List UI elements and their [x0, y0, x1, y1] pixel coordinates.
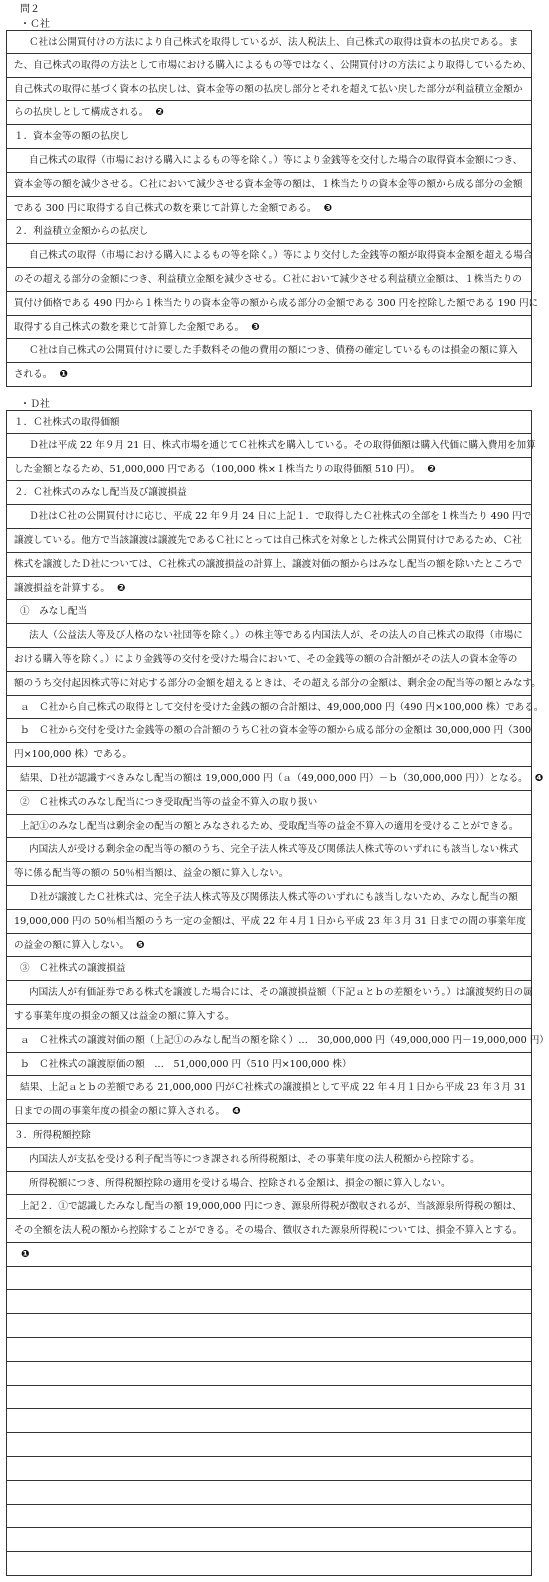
blank-answer-line [7, 1362, 531, 1386]
line-text: 結果、上記ａとｂの差額である 21,000,000 円がＣ社株式の譲渡損として平成 22 年４月１日から平成 23 年３月 31 [20, 1082, 527, 1094]
score-mark: ❸ [323, 202, 333, 214]
score-mark: ❹ [232, 1106, 241, 1118]
line-text: 上記２．①で認識したみなし配当の額 19,000,000 円につき、源泉所得税が徴収されるが、当該源泉所得税の額は、 [20, 1201, 522, 1213]
blank-answer-line [7, 1338, 531, 1362]
line-text: 所得税額につき、所得税額控除の適用を受ける場合、控除される金額は、損金の額に算入しない。 [29, 1177, 451, 1189]
line-text: 内国法人が有価証券である株式を譲渡した場合には、その譲渡損益額（下記ａとｂの差額をいう。）は譲渡契約日の属 [29, 987, 533, 999]
line-text: される。 [14, 369, 53, 381]
line-text: 譲渡損益を計算する。 [14, 582, 110, 594]
text-line [7, 910, 531, 934]
text-line [7, 838, 531, 862]
text-line [7, 54, 531, 78]
text-line [7, 30, 531, 54]
text-line [7, 672, 541, 696]
text-line [7, 767, 544, 791]
line-text: その全額を法人税の額から控除することができる。その場合、徴収された源泉所得税については、損金不算入とする。 [14, 1225, 523, 1237]
text-line [7, 1219, 531, 1243]
problem-label: 問２ [20, 4, 40, 15]
text-line [7, 434, 536, 458]
line-text: 譲渡している。他方で当該譲渡は譲渡先であるＣ社にとっては自己株式を対象とした株式公開買付けであるため、Ｃ社 [14, 534, 522, 546]
text-line [7, 1029, 549, 1053]
text-line [7, 791, 531, 815]
line-text: する事業年度の損金の額又は益金の額に算入する。 [14, 1010, 235, 1022]
text-line [7, 197, 531, 221]
blank-answer-line [7, 1290, 531, 1314]
text-line [7, 862, 531, 886]
blank-answer-line [7, 1314, 531, 1338]
text-line [7, 292, 539, 316]
score-mark: ❶ [59, 369, 68, 381]
text-line [7, 934, 531, 958]
line-text: Ｃ社は自己株式の公開買付けに要した手数料その他の費用の額につき、債務の確定しているものは損金の額に算入 [29, 345, 518, 357]
line-text: １．Ｃ社株式の取得価額 [14, 417, 120, 428]
score-mark: ❹ [534, 772, 544, 784]
text-line [7, 410, 531, 434]
line-text: である 300 円に取得する自己株式の数を乗じて計算した金額である。 [14, 202, 317, 214]
line-text: らの払戻しとして構成される。 [14, 107, 149, 119]
text-line [7, 529, 531, 553]
line-text: ③ Ｃ社株式の譲渡損益 [20, 963, 126, 975]
line-text: ａ Ｃ社から自己株式の取得として交付を受けた金銭の額の合計額は、49,000,000 円（490 円×100,000 株）である。 [20, 701, 544, 713]
score-mark: ❸ [251, 321, 260, 333]
text-line [7, 268, 531, 292]
text-line [7, 339, 531, 363]
text-line [7, 648, 531, 672]
line-text: Ｄ社は平成 22 年９月 21 日、株式市場を通じてＣ社株式を購入している。その取得価額は購入代価に購入費用を加算 [29, 439, 536, 451]
text-line [7, 815, 531, 839]
line-text: 日までの間の事業年度の損金の額に算入される。 [14, 1106, 226, 1118]
line-text: 自己株式の取得に基づく資本の払戻しは、資本金等の額の払戻し部分とそれを超えて払い戻した部分が利益積立金額か [14, 83, 523, 95]
text-line [7, 957, 531, 981]
text-line [7, 1124, 531, 1148]
text-line [7, 505, 531, 529]
line-text: 等に係る配当等の額の 50％相当額は、益金の額に算入しない。 [14, 868, 289, 880]
line-text: ３．所得税額控除 [14, 1129, 91, 1141]
score-mark: ❺ [136, 939, 145, 951]
score-mark: ❷ [116, 582, 126, 594]
text-line [7, 743, 531, 767]
text-line [7, 719, 531, 743]
text-line [7, 363, 531, 387]
text-line [7, 173, 531, 197]
blank-answer-line [7, 1433, 531, 1457]
blank-answer-line [7, 1386, 531, 1410]
text-line [7, 600, 531, 624]
line-text: ② Ｃ社株式のみなし配当につき受取配当等の益金不算入の取り扱い [20, 796, 318, 808]
line-text: ２．Ｃ社株式のみなし配当及び譲渡損益 [14, 487, 187, 499]
line-text: 資本金等の額を減少させる。Ｃ社において減少させる資本金等の額は、１株当たりの資本金等の額から成る部分の金額 [14, 178, 523, 190]
line-text: ① みなし配当 [20, 606, 88, 618]
line-text: のその超える部分の金額につき、利益積立金額を減少させる。Ｃ社において減少させる利益積立金額は、１株当たりの [14, 273, 522, 285]
blank-answer-line [7, 1267, 531, 1291]
d-section-title: ・Ｄ社 [20, 399, 50, 410]
text-line [7, 1076, 531, 1100]
text-line [7, 981, 531, 1005]
text-line [7, 577, 531, 601]
blank-answer-line [7, 1457, 531, 1481]
line-text: 額のうち交付起因株式等に対応する部分の金額を超えるときは、その超える部分の金額は、剰余金の配当等の額とみなす。 [14, 677, 541, 689]
blank-answer-line [7, 1481, 531, 1505]
blank-answer-line [7, 1409, 531, 1433]
line-text: 上記①のみなし配当は剰余金の配当の額とみなされるため、受取配当等の益金不算入の適用を受けることができる。 [20, 820, 519, 832]
text-line [7, 1053, 531, 1077]
line-text: ｂ Ｃ社から交付を受けた金銭等の額の合計額のうちＣ社の資本金等の額から成る部分の金額は 30,000,000 円（300 [20, 725, 532, 737]
line-text: 内国法人が支払を受ける利子配当等につき課される所得税額は、その事業年度の法人税額から控除する。 [29, 1153, 480, 1165]
line-text: ２．利益積立金額からの払戻し [14, 226, 149, 238]
blank-answer-line [7, 1552, 531, 1576]
c-section-box [6, 30, 539, 387]
line-text: 内国法人が受ける剰余金の配当等の額のうち、完全子法人株式等及び関係法人株式等のいずれにも該当しない株式 [29, 844, 519, 856]
line-text: 自己株式の取得（市場における購入によるもの等を除く。）等により金銭等を交付した場合の取得資本金額につき、 [29, 154, 523, 166]
line-text: た、自己株式の取得の方法として市場における購入によるもの等ではなく、公開買付けの方法により取得しているため、 [14, 59, 532, 71]
text-line [7, 101, 531, 125]
text-line [7, 244, 531, 268]
text-line [7, 553, 531, 577]
score-mark: ❷ [155, 107, 164, 119]
line-text: Ｄ社はＣ社の公開買付けに応じ、平成 22 年９月 24 日に上記１．で取得したＣ社株式の全部を１株当たり 490 円で [29, 511, 532, 523]
line-text: 取得する自己株式の数を乗じて計算した金額である。 [14, 321, 245, 333]
line-text: おける購入等を除く。）により金銭等の交付を受けた場合において、その金銭等の額の合計額がその法人の資本金等の [14, 653, 518, 665]
text-line [7, 1195, 531, 1219]
line-text: 結果、Ｄ社が認識すべきみなし配当の額は 19,000,000 円（ａ（49,000,000 円）－ｂ（30,000,000 円））となる。 [20, 772, 528, 784]
text-line [7, 458, 531, 482]
score-mark: ❷ [427, 463, 436, 475]
text-line [7, 1148, 531, 1172]
text-line [7, 886, 531, 910]
line-text: 19,000,000 円の 50％相当額のうち一定の金額は、平成 22 年４月１日から平成 23 年３月 31 日までの間の事業年度 [14, 915, 526, 927]
line-text: 買付け価格である 490 円から１株当たりの資本金等の額から成る部分の金額である 300 円を控除した額である 190 円に [14, 297, 539, 309]
line-text: した金額となるため、51,000,000 円である（100,000 株×１株当たりの取得価額 510 円）。 [14, 463, 421, 475]
line-text: １．資本金等の額の払戻し [14, 131, 130, 143]
line-text: 法人（公益法人等及び人格のない社団等を除く。）の株主等である内国法人が、その法人の自己株式の取得（市場に [29, 630, 523, 642]
line-text: の益金の額に算入しない。 [14, 939, 130, 951]
line-text: Ｄ社が譲渡したＣ社株式は、完全子法人株式等及び関係法人株式等のいずれにも該当しないため、みなし配当の額 [29, 891, 518, 903]
line-text: 自己株式の取得（市場における購入によるもの等を除く。）等により交付した金銭等の額が取得資本金額を超える場合 [29, 250, 533, 262]
line-text: 円×100,000 株）である。 [14, 749, 132, 761]
text-line [7, 220, 531, 244]
text-line [7, 1172, 531, 1196]
text-line [7, 149, 531, 173]
c-section-title: ・Ｃ社 [20, 19, 50, 30]
line-text: 株式を譲渡したＤ社については、Ｃ社株式の譲渡損益の計算上、譲渡対価の額からはみなし配当の額を除いたところで [14, 558, 523, 570]
d-section-box [6, 410, 549, 1576]
text-line [7, 1100, 531, 1124]
text-line [7, 696, 544, 720]
text-line [7, 624, 531, 648]
line-text: Ｃ社は公開買付けの方法により自己株式を取得しているが、法人税法上、自己株式の取得は資本の払戻である。ま [29, 37, 519, 48]
blank-answer-line [7, 1505, 531, 1529]
blank-answer-line [7, 1528, 531, 1552]
line-text: ｂ Ｃ社株式の譲渡原価の額 … 51,000,000 円（510 円×100,000 株） [20, 1058, 352, 1070]
text-line [7, 316, 531, 340]
text-line [7, 481, 531, 505]
score-mark: ❶ [21, 1248, 30, 1260]
text-line [7, 1005, 531, 1029]
text-line [7, 1243, 531, 1267]
line-text: ａ Ｃ社株式の譲渡対価の額（上記①のみなし配当の額を除く）… 30,000,000 円（49,000,000 円－19,000,000 円） [20, 1034, 549, 1046]
text-line [7, 78, 531, 102]
text-line [7, 125, 531, 149]
